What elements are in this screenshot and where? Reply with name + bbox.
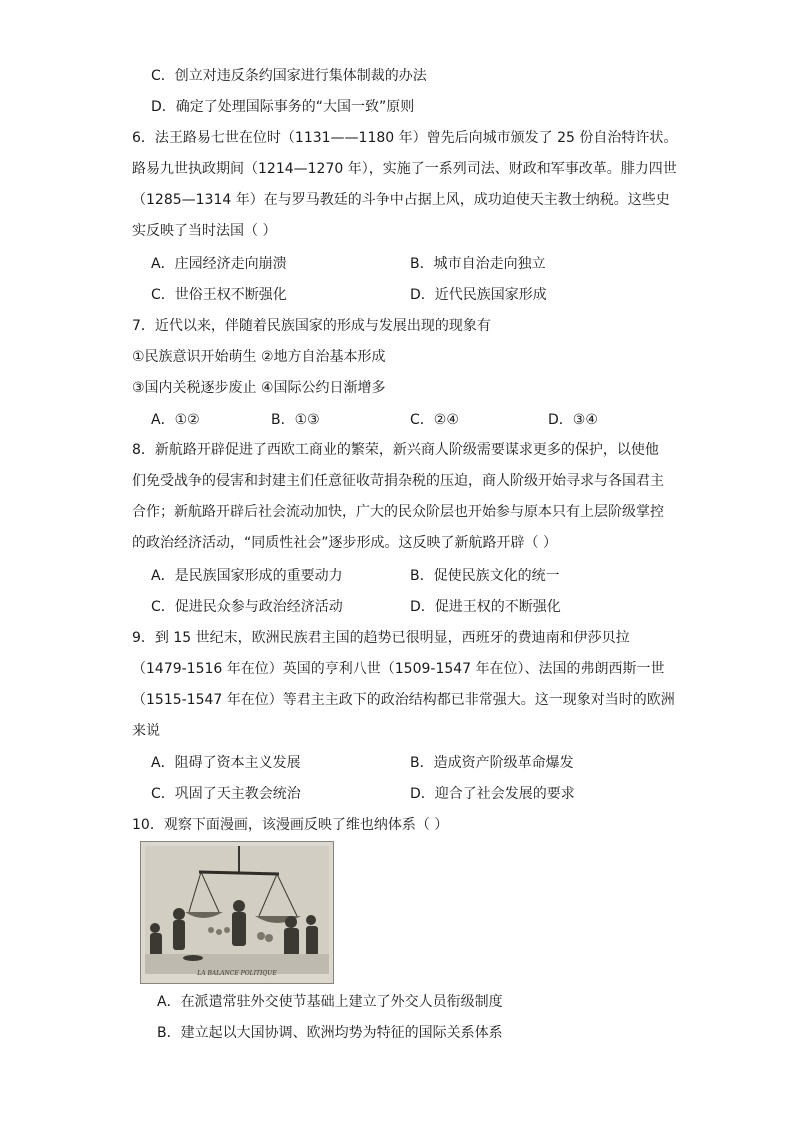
q8-stem-line-3: 合作；新航路开辟后社会流动加快，广大的民众阶层也开始参与原本只有上层阶级掌控 (132, 504, 664, 520)
q7-stem: 7．近代以来，伴随着民族国家的形成与发展出现的现象有 (132, 318, 491, 334)
q6-option-d: D．近代民族国家形成 (410, 287, 547, 303)
q8-stem-line-4: 的政治经济活动，“同质性社会”逐步形成。这反映了新航路开辟（ ） (132, 535, 557, 551)
q10-option-b: B．建立起以大国协调、欧洲均势为特征的国际关系体系 (157, 1025, 503, 1041)
q9-stem-line-3: （1515-1547 年在位）等君主主政下的政治结构都已非常强大。这一现象对当时的欧洲 (132, 692, 675, 708)
q9-stem-line-2: （1479-1516 年在位）英国的亨利八世（1509-1547 年在位）、法国的弗朗西斯一世 (132, 661, 665, 677)
q5-option-d: D．确定了处理国际事务的“大国一致”原则 (151, 99, 415, 115)
q8-option-a: A．是民族国家形成的重要动力 (151, 568, 343, 584)
q6-stem-line-2: 路易九世执政期间（1214—1270 年），实施了一系列司法、财政和军事改革。腓力四世 (132, 161, 677, 177)
q7-option-a: A．①② (151, 412, 200, 428)
q7-option-b: B．①③ (271, 412, 320, 428)
cartoon-caption: LA BALANCE POLITIQUE (197, 970, 277, 977)
q6-option-a: A．庄园经济走向崩溃 (151, 256, 287, 272)
q7-items-line-1: ①民族意识开始萌生 ②地方自治基本形成 (132, 349, 386, 365)
q8-stem-line-1: 8．新航路开辟促进了西欧工商业的繁荣，新兴商人阶级需要谋求更多的保护，以使他 (132, 442, 659, 458)
q7-option-c: C．②④ (410, 412, 459, 428)
q10-stem: 10．观察下面漫画，该漫画反映了维也纳体系（ ） (132, 817, 449, 833)
q6-stem-line-4: 实反映了当时法国（ ） (132, 223, 277, 239)
q8-option-c: C．促进民众参与政治经济活动 (151, 599, 343, 615)
q9-option-b: B．造成资产阶级革命爆发 (410, 755, 574, 771)
q9-option-a: A．阻碍了资本主义发展 (151, 755, 301, 771)
q9-stem-line-4: 来说 (132, 723, 160, 739)
q6-stem-line-3: （1285—1314 年）在与罗马教廷的斗争中占据上风，成功迫使天主教士纳税。这些史 (132, 192, 670, 208)
q6-option-c: C．世俗王权不断强化 (151, 287, 287, 303)
q5-option-c: C．创立对违反条约国家进行集体制裁的办法 (151, 68, 427, 84)
q10-option-a: A．在派遣常驻外交使节基础上建立了外交人员衔级制度 (157, 994, 503, 1010)
q8-stem-line-2: 们免受战争的侵害和封建主们任意征收苛捐杂税的压迫，商人阶级开始寻求与各国君主 (132, 473, 664, 489)
q7-items-line-2: ③国内关税逐步废止 ④国际公约日渐增多 (132, 380, 386, 396)
q9-option-d: D．迎合了社会发展的要求 (410, 786, 575, 802)
q8-option-d: D．促进王权的不断强化 (410, 599, 561, 615)
q9-option-c: C．巩固了天主教会统治 (151, 786, 301, 802)
q6-stem-line-1: 6．法王路易七世在位时（1131——1180 年）曾先后向城市颁发了 25 份自治特许状。 (132, 130, 678, 146)
q9-stem-line-1: 9．到 15 世纪末，欧洲民族君主国的趋势已很明显，西班牙的费迪南和伊莎贝拉 (132, 630, 630, 646)
political-balance-cartoon (140, 841, 334, 984)
cartoon-illustration (141, 842, 333, 983)
q6-option-b: B．城市自治走向独立 (410, 256, 546, 272)
q7-option-d: D．③④ (548, 412, 598, 428)
q8-option-b: B．促使民族文化的统一 (410, 568, 560, 584)
